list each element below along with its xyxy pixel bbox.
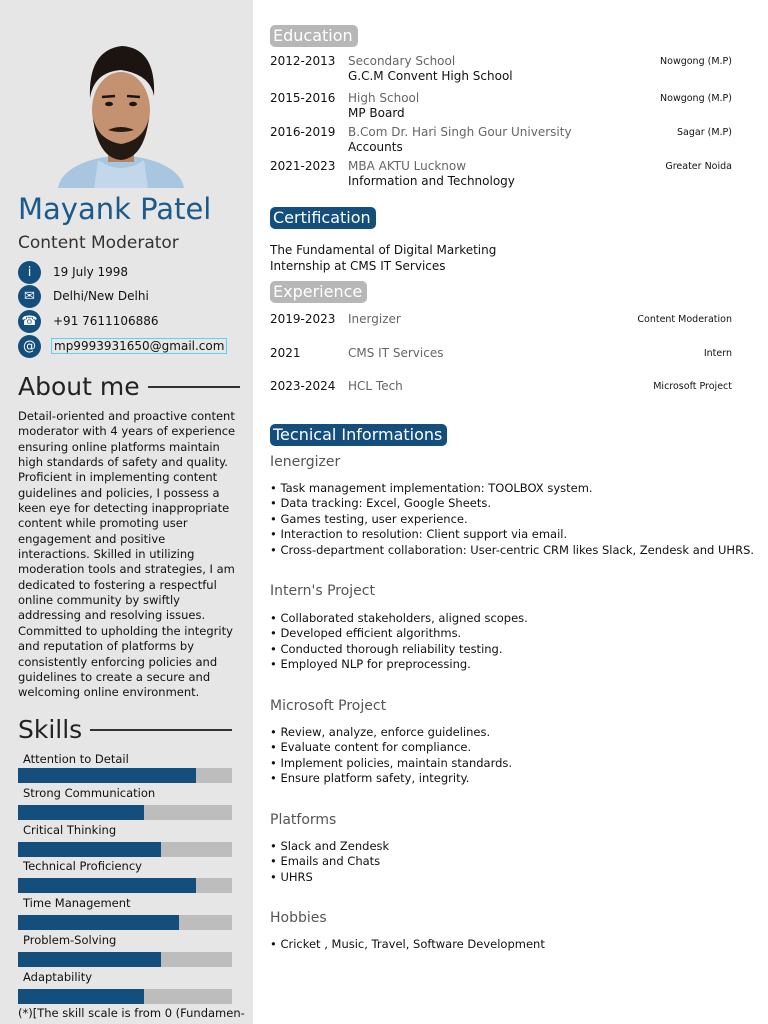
certification-item: Internship at CMS IT Services bbox=[270, 259, 446, 273]
education-detail: MP Board bbox=[348, 106, 405, 120]
skill-label: Adaptability bbox=[23, 970, 93, 984]
education-detail: Accounts bbox=[348, 140, 403, 154]
experience-company: CMS IT Services bbox=[348, 346, 444, 360]
technical-group-title: Hobbies bbox=[270, 910, 327, 926]
skill-bar bbox=[18, 805, 232, 820]
education-location: Sagar (M.P) bbox=[677, 127, 732, 138]
technical-group-title: Intern's Project bbox=[270, 583, 375, 599]
technical-group-list bbox=[270, 611, 528, 673]
list-item: • Task management implementation: TOOLBOX system. bbox=[270, 481, 754, 496]
technical-group-list bbox=[270, 937, 545, 952]
list-item: • Interaction to resolution: Client support via email. bbox=[270, 527, 754, 542]
skill-bar-fill bbox=[18, 915, 179, 930]
skill-bar-fill bbox=[18, 989, 144, 1004]
experience-role: Content Moderation bbox=[637, 314, 732, 325]
list-item: • Review, analyze, enforce guidelines. bbox=[270, 725, 512, 740]
skill-label: Attention to Detail bbox=[23, 752, 129, 766]
skill-bar bbox=[18, 952, 232, 967]
mail-icon: ✉ bbox=[18, 285, 41, 308]
education-years: 2021-2023 bbox=[270, 159, 336, 173]
technical-group-list bbox=[270, 839, 389, 885]
list-item: • Employed NLP for preprocessing. bbox=[270, 657, 528, 672]
experience-years: 2021 bbox=[270, 346, 301, 360]
skill-bar-fill bbox=[18, 805, 144, 820]
list-item: • Evaluate content for compliance. bbox=[270, 740, 512, 755]
skill-label: Technical Proficiency bbox=[23, 859, 142, 873]
education-years: 2012-2013 bbox=[270, 54, 336, 68]
skill-bar-fill bbox=[18, 842, 161, 857]
list-item: • Data tracking: Excel, Google Sheets. bbox=[270, 496, 754, 511]
profile-role: Content Moderator bbox=[18, 233, 179, 253]
technical-group-list bbox=[270, 481, 754, 558]
education-institution: Secondary School bbox=[348, 54, 456, 68]
technical-group-list bbox=[270, 725, 512, 787]
list-item: • Games testing, user experience. bbox=[270, 512, 754, 527]
skill-bar-fill bbox=[18, 768, 196, 783]
list-item: • Conducted thorough reliability testing. bbox=[270, 642, 528, 657]
education-institution: High School bbox=[348, 91, 420, 105]
skill-bar-fill bbox=[18, 952, 161, 967]
education-location: Nowgong (M.P) bbox=[660, 56, 732, 67]
contact-phone bbox=[18, 309, 159, 333]
experience-row bbox=[270, 312, 732, 330]
skill-label: Critical Thinking bbox=[23, 823, 117, 837]
skills-heading bbox=[18, 715, 232, 744]
skill-scale-note: (*)[The skill scale is from 0 (Fundamen- bbox=[18, 1006, 245, 1020]
education-years: 2015-2016 bbox=[270, 91, 336, 105]
list-item: • Cricket , Music, Travel, Software Development bbox=[270, 937, 545, 952]
education-row bbox=[270, 54, 732, 86]
contact-text: Delhi/New Delhi bbox=[53, 289, 149, 303]
skill-bar bbox=[18, 915, 232, 930]
skill-bar bbox=[18, 842, 232, 857]
contact-text: 19 July 1998 bbox=[53, 265, 129, 279]
about-heading-text: About me bbox=[18, 372, 140, 401]
skill-bar bbox=[18, 878, 232, 893]
list-item: • Developed efficient algorithms. bbox=[270, 626, 528, 641]
at-icon: @ bbox=[18, 335, 41, 358]
skill-label: Time Management bbox=[23, 896, 131, 910]
experience-row bbox=[270, 379, 732, 397]
email-link[interactable]: mp9993931650@gmail.com bbox=[51, 338, 227, 354]
education-row bbox=[270, 159, 732, 191]
contact-dob bbox=[18, 260, 128, 284]
experience-years: 2019-2023 bbox=[270, 312, 336, 326]
list-item: • UHRS bbox=[270, 870, 389, 885]
technical-group-title: Ienergizer bbox=[270, 454, 341, 470]
list-item: • Ensure platform safety, integrity. bbox=[270, 771, 512, 786]
skill-bar bbox=[18, 989, 232, 1004]
technical-heading: Tecnical Informations bbox=[270, 424, 447, 446]
experience-role: Intern bbox=[703, 348, 732, 359]
experience-company: HCL Tech bbox=[348, 379, 403, 393]
skill-bar bbox=[18, 768, 232, 783]
education-detail: Information and Technology bbox=[348, 174, 515, 188]
experience-role: Microsoft Project bbox=[653, 381, 732, 392]
divider bbox=[148, 386, 240, 388]
skill-bar-fill bbox=[18, 878, 196, 893]
education-row bbox=[270, 91, 732, 123]
experience-heading: Experience bbox=[270, 281, 367, 303]
education-institution: B.Com Dr. Hari Singh Gour University bbox=[348, 125, 572, 139]
list-item: • Slack and Zendesk bbox=[270, 839, 389, 854]
contact-email bbox=[18, 334, 227, 358]
education-location: Greater Noida bbox=[665, 161, 732, 172]
contact-text: +91 7611106886 bbox=[53, 314, 159, 328]
experience-company: Inergizer bbox=[348, 312, 401, 326]
list-item: • Cross-department collaboration: User-centric CRM likes Slack, Zendesk and UHRS. bbox=[270, 543, 754, 558]
technical-group-title: Platforms bbox=[270, 812, 337, 828]
list-item: • Emails and Chats bbox=[270, 854, 389, 869]
list-item: • Implement policies, maintain standards. bbox=[270, 756, 512, 771]
education-heading: Education bbox=[270, 25, 358, 47]
technical-group-title: Microsoft Project bbox=[270, 698, 387, 714]
main-content bbox=[270, 0, 755, 1024]
education-institution: MBA AKTU Lucknow bbox=[348, 159, 467, 173]
education-row bbox=[270, 125, 732, 157]
skill-label: Strong Communication bbox=[23, 786, 156, 800]
about-text: Detail-oriented and proactive content moderator with 4 years of experience ensuring online platforms maintain high standards of safety and quality. Proficient in implementing content guidelines and policies, I possess a keen eye for detecting inappropriate content while promoting user engagement and positive interactions. Skilled in utilizing moderation tools and strategies, I am dedicated to fostering a respectful online community by swiftly addressing and resolving issues. Committed to upholding the integrity and reputation of platforms by consistently enforcing policies and guidelines to create a secure and welcoming online environment. bbox=[18, 409, 236, 700]
experience-years: 2023-2024 bbox=[270, 379, 336, 393]
sidebar bbox=[0, 0, 253, 1024]
divider bbox=[90, 729, 232, 731]
profile-photo bbox=[58, 40, 184, 188]
phone-icon: ☎ bbox=[18, 310, 41, 333]
about-heading bbox=[18, 372, 240, 401]
certification-item: The Fundamental of Digital Marketing bbox=[270, 243, 497, 257]
profile-name: Mayank Patel bbox=[18, 192, 212, 226]
education-location: Nowgong (M.P) bbox=[660, 93, 732, 104]
contact-location bbox=[18, 284, 149, 308]
skills-heading-text: Skills bbox=[18, 715, 83, 744]
info-icon: i bbox=[18, 261, 41, 284]
education-detail: G.C.M Convent High School bbox=[348, 69, 513, 83]
certification-heading: Certification bbox=[270, 207, 376, 229]
skill-label: Problem-Solving bbox=[23, 933, 117, 947]
list-item: • Collaborated stakeholders, aligned scopes. bbox=[270, 611, 528, 626]
education-years: 2016-2019 bbox=[270, 125, 336, 139]
experience-row bbox=[270, 346, 732, 364]
